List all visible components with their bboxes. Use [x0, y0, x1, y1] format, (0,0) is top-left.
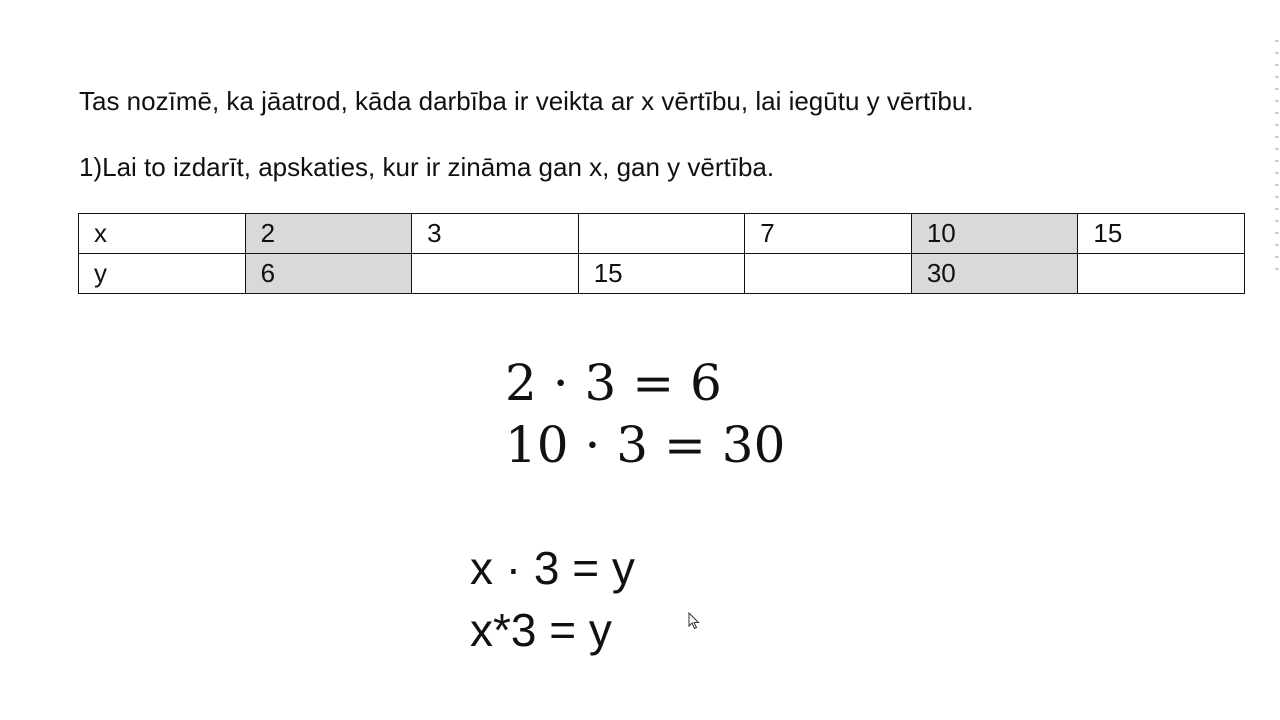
page-edge-marks: [1275, 40, 1279, 270]
equation-1: 2 · 3 = 6: [505, 354, 722, 412]
table-cell: [412, 254, 579, 294]
table-cell: 15: [578, 254, 745, 294]
table-cell: [745, 254, 912, 294]
table-cell-highlighted: 6: [245, 254, 412, 294]
table-row-y: [79, 254, 1245, 294]
table-cell: [1078, 254, 1245, 294]
table-cell-highlighted: 30: [911, 254, 1078, 294]
formula-asterisk: x*3 = y: [470, 604, 612, 656]
step-1-paragraph: 1)Lai to izdarīt, apskaties, kur ir zināma gan x, gan y vērtība.: [79, 152, 775, 182]
table-cell-highlighted: 10: [911, 214, 1078, 254]
equation-2: 10 · 3 = 30: [505, 416, 786, 474]
table-cell: x: [79, 214, 246, 254]
table-cell: 7: [745, 214, 912, 254]
table-row-x: [79, 214, 1245, 254]
table-cell: y: [79, 254, 246, 294]
table-cell-highlighted: 2: [245, 214, 412, 254]
table-cell: [578, 214, 745, 254]
formula-dot: x · 3 = y: [470, 542, 635, 594]
xy-values-table: [78, 213, 1245, 294]
intro-paragraph: Tas nozīmē, ka jāatrod, kāda darbība ir veikta ar x vērtību, lai iegūtu y vērtību.: [79, 86, 974, 116]
mouse-pointer-icon: [688, 612, 700, 630]
table-cell: 15: [1078, 214, 1245, 254]
table-cell: 3: [412, 214, 579, 254]
